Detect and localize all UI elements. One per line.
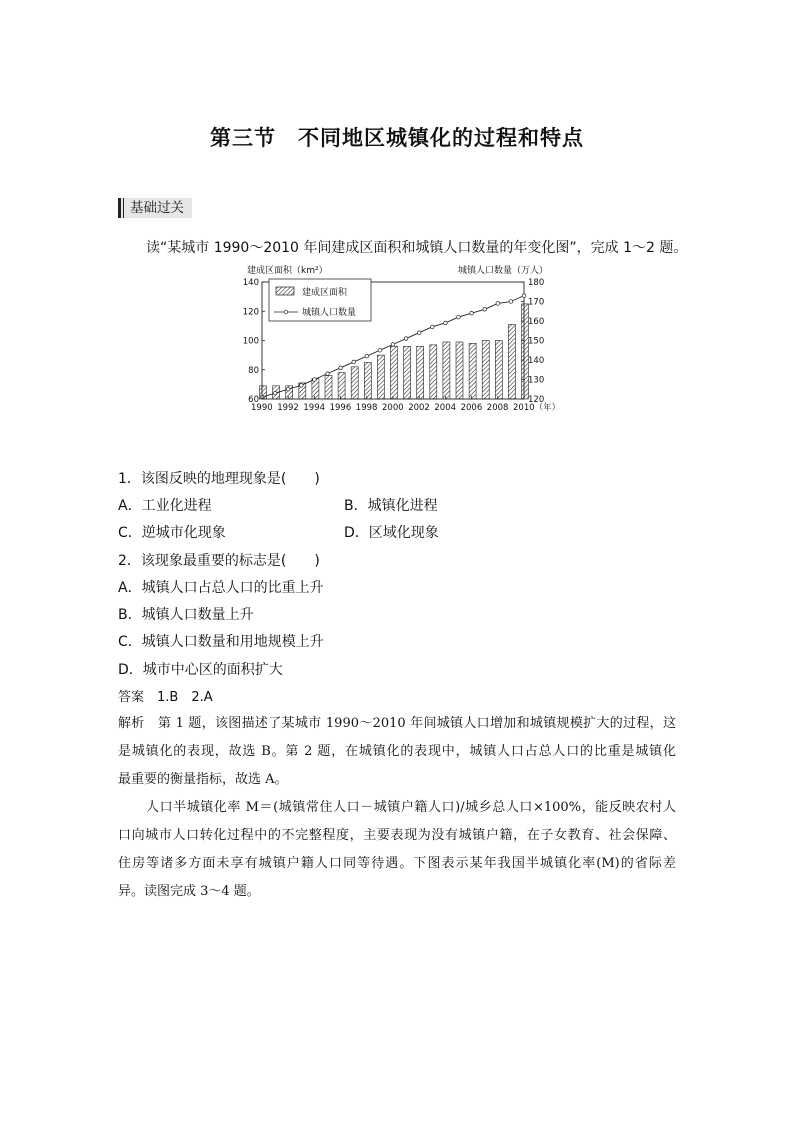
- bar-2006: [469, 343, 476, 399]
- bar-1996: [338, 373, 345, 399]
- right-axis-tick-label: 130: [528, 375, 545, 386]
- question-2-option-b: B．城镇人口数量上升: [118, 607, 254, 623]
- bar-2005: [456, 342, 463, 399]
- legend-line-label: 城镇人口数量: [302, 308, 357, 318]
- analysis-line-1: 解析 第 1 题，该图描述了某城市 1990～2010 年间城镇人口增加和城镇规模扩大的过程，这: [118, 716, 676, 731]
- left-axis-tick-label: 80: [248, 365, 259, 376]
- left-axis-title: 建成区面积（km²）: [247, 266, 328, 276]
- question-1-stem: 1．该图反映的地理现象是( ): [118, 471, 320, 487]
- left-axis-tick-label: 140: [242, 278, 259, 288]
- legend-bar-label: 建成区面积: [302, 288, 348, 298]
- right-axis-tick-label: 160: [528, 317, 545, 327]
- question-1-option-d: D．区域化现象: [344, 525, 439, 541]
- population-point-1999: [378, 348, 382, 352]
- x-axis-tick-label: 2010（年）: [513, 403, 561, 413]
- question-1-option-c: C．逆城市化现象: [118, 525, 226, 541]
- population-point-1997: [352, 360, 356, 364]
- next-intro-line-4: 异。读图完成 3～4 题。: [118, 884, 260, 899]
- population-point-2000: [391, 343, 395, 347]
- next-intro-line-3: 住房等诸多方面未享有城镇户籍人口同等待遇。下图表示某年我国半城镇化率(M)的省际差: [118, 856, 676, 871]
- x-axis-tick-label: 2002: [408, 403, 430, 413]
- population-point-2002: [417, 331, 421, 335]
- bar-1998: [364, 362, 371, 399]
- population-point-2001: [404, 337, 408, 341]
- right-axis-tick-label: 180: [528, 278, 545, 288]
- bar-1997: [351, 367, 358, 399]
- right-axis-tick-label: 170: [528, 297, 545, 308]
- question-2-option-d: D．城市中心区的面积扩大: [118, 662, 283, 678]
- left-axis-tick-label: 100: [242, 336, 259, 347]
- bar-1995: [325, 376, 332, 399]
- population-point-2004: [444, 321, 448, 325]
- legend-line-marker: [284, 310, 288, 314]
- section-badge: [118, 198, 192, 218]
- chart: [226, 262, 566, 422]
- section-badge-label: 基础过关: [130, 200, 184, 216]
- x-axis-tick-label: 2008: [486, 403, 509, 413]
- x-axis-tick-label: 1990: [251, 403, 273, 413]
- population-point-1993: [300, 384, 304, 388]
- question-2-option-a: A．城镇人口占总人口的比重上升: [118, 580, 324, 596]
- bar-2009: [508, 324, 515, 399]
- bar-2002: [417, 346, 424, 399]
- population-point-2010: [522, 294, 526, 298]
- left-axis-tick-label: 60: [248, 395, 259, 405]
- bar-2008: [495, 341, 502, 400]
- x-axis-tick-label: 1992: [277, 403, 299, 413]
- analysis-line-2: 是城镇化的表现，故选 B。第 2 题，在城镇化的表现中，城镇人口占总人口的比重是城镇化: [118, 744, 676, 759]
- population-point-1996: [339, 366, 343, 370]
- population-point-1998: [365, 354, 369, 358]
- population-point-2007: [483, 308, 487, 312]
- bar-2001: [404, 346, 411, 399]
- answer-text: 答案 1.B 2.A: [118, 690, 213, 705]
- right-axis-tick-label: 140: [528, 356, 545, 366]
- population-point-2006: [470, 311, 474, 315]
- bar-1994: [312, 379, 319, 399]
- question-1-option-b: B．城镇化进程: [344, 498, 438, 514]
- population-point-1994: [313, 378, 317, 382]
- next-intro-line-1: 人口半城镇化率 M＝(城镇常住人口－城镇户籍人口)/城乡总人口×100%，能反映农村人: [146, 800, 676, 815]
- population-point-1991: [273, 391, 277, 395]
- next-intro-line-2: 口向城市人口转化过程中的不完整程度，主要表现为没有城镇户籍，在子女教育、社会保障、: [118, 828, 676, 843]
- right-axis-tick-label: 150: [528, 336, 545, 347]
- question-2-stem: 2．该现象最重要的标志是( ): [118, 553, 320, 569]
- bar-2000: [391, 346, 398, 399]
- right-axis-title: 城镇人口数量（万人）: [457, 266, 548, 276]
- intro-text: 读“某城市 1990～2010 年间建成区面积和城镇人口数量的年变化图”，完成 1～2 题。: [146, 240, 688, 256]
- population-point-2009: [509, 300, 513, 304]
- page-title: [0, 122, 794, 152]
- right-axis-tick-label: 120: [528, 395, 545, 405]
- question-1-option-a: A．工业化进程: [118, 498, 212, 514]
- population-point-1992: [286, 387, 290, 391]
- question-2-option-c: C．城镇人口数量和用地规模上升: [118, 634, 324, 650]
- x-axis-tick-label: 2006: [460, 403, 483, 413]
- x-axis-tick-label: 1998: [355, 403, 378, 413]
- left-axis-tick-label: 120: [242, 307, 259, 318]
- population-point-1995: [326, 372, 330, 376]
- analysis-line-3: 最重要的衡量指标，故选 A。: [118, 772, 288, 787]
- bar-2003: [430, 345, 437, 399]
- x-axis-tick-label: 1994: [303, 403, 326, 413]
- population-point-2005: [457, 315, 461, 319]
- population-point-2008: [496, 302, 500, 306]
- legend-bar-swatch: [276, 287, 294, 295]
- bar-2007: [482, 341, 489, 400]
- population-point-2003: [431, 325, 435, 329]
- bar-2004: [443, 342, 450, 399]
- x-axis-tick-label: 2000: [382, 403, 404, 413]
- bar-1999: [377, 355, 384, 399]
- x-axis-tick-label: 1996: [329, 403, 352, 413]
- section-title: 不同地区城镇化的过程和特点: [298, 126, 584, 150]
- section-number: 第三节: [210, 126, 276, 150]
- x-axis-tick-label: 2004: [434, 403, 457, 413]
